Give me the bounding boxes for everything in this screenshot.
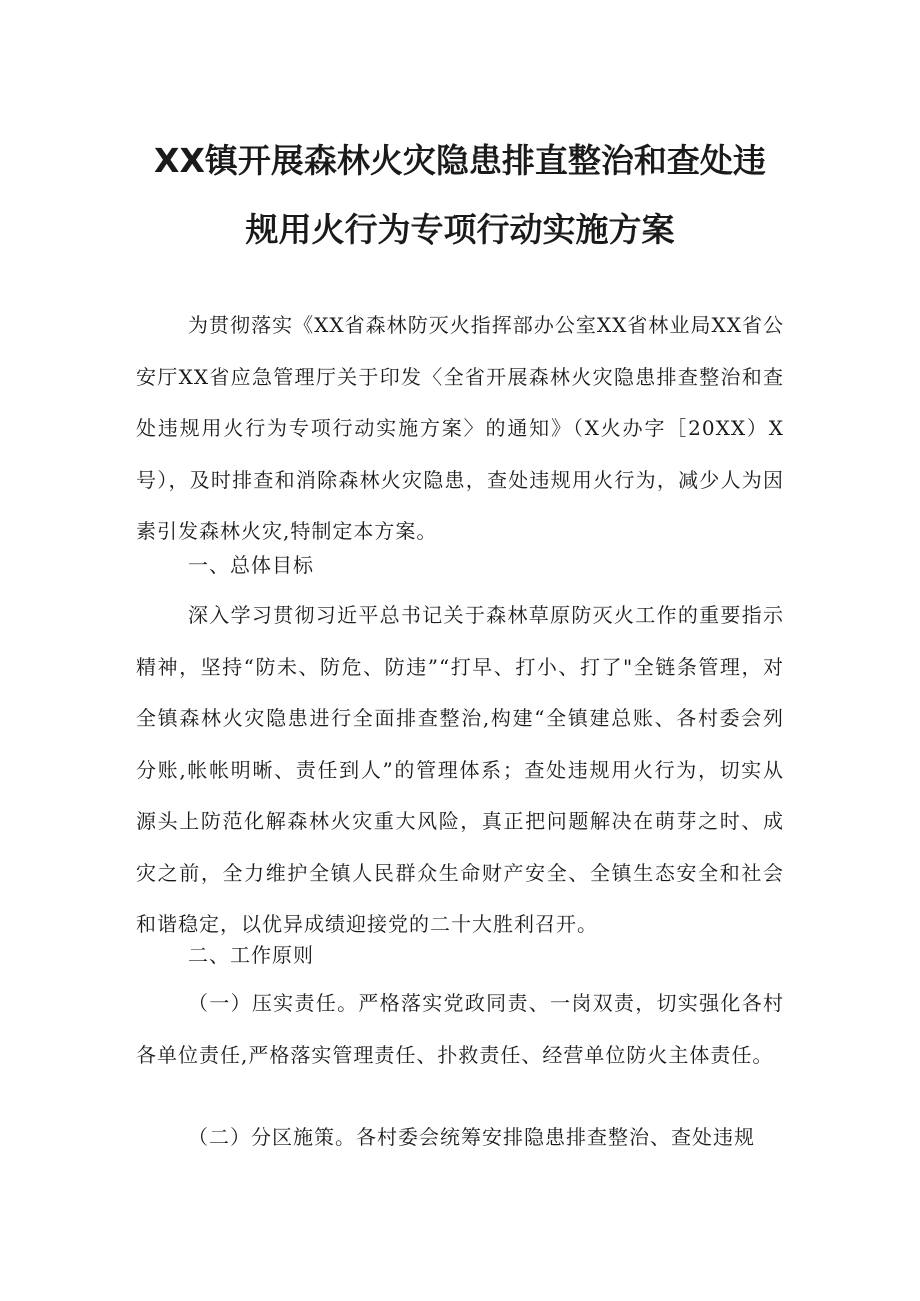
section-2-heading: 二、工作原则	[188, 943, 314, 967]
intro-paragraph: 为贯彻落实《XX省森林防灭火指挥部办公室XX省林业局XX省公安厅XX省应急管理厅关于印发〈全省开展森林火灾隐患排查整治和查处违规用火行为专项行动实施方案〉的通知》（X火办字［20XX）X号），及时排查和消除森林火灾隐患，查处违规用火行为，减少人为因素引发森林火灾,特制定本方案。	[136, 313, 784, 543]
section-1-paragraph: 深入学习贯彻习近平总书记关于森林草原防灭火工作的重要指示精神，坚持“防未、防危、防违”“打早、打小、打了"全链条管理，对全镇森林火灾隐患进行全面排查整治,构建“全镇建总账、各村委会列分账,帐帐明晰、责任到人”的管理体系；查处违规用火行为，切实从源头上防范化解森林火灾重大风险，真正把问题解决在萌芽之时、成灾之前，全力维护全镇人民群众生命财产安全、全镇生态安全和社会和谐稳定，以优异成绩迎接党的二十大胜利召开。	[136, 603, 784, 936]
section-2-item-2: （二）分区施策。各村委会统筹安排隐患排查整治、查处违规	[188, 1125, 755, 1149]
document-title-line-2: 规用火行为专项行动实施方案	[245, 210, 675, 249]
section-2-item-1: （一）压实责任。严格落实党政同责、一岗双责，切实强化各村各单位责任,严格落实管理责任、扑救责任、经营单位防火主体责任。	[136, 991, 784, 1067]
document-title-line-1: XX镇开展森林火灾隐患排直整治和查处违	[154, 141, 766, 180]
section-1-heading: 一、总体目标	[188, 553, 314, 577]
